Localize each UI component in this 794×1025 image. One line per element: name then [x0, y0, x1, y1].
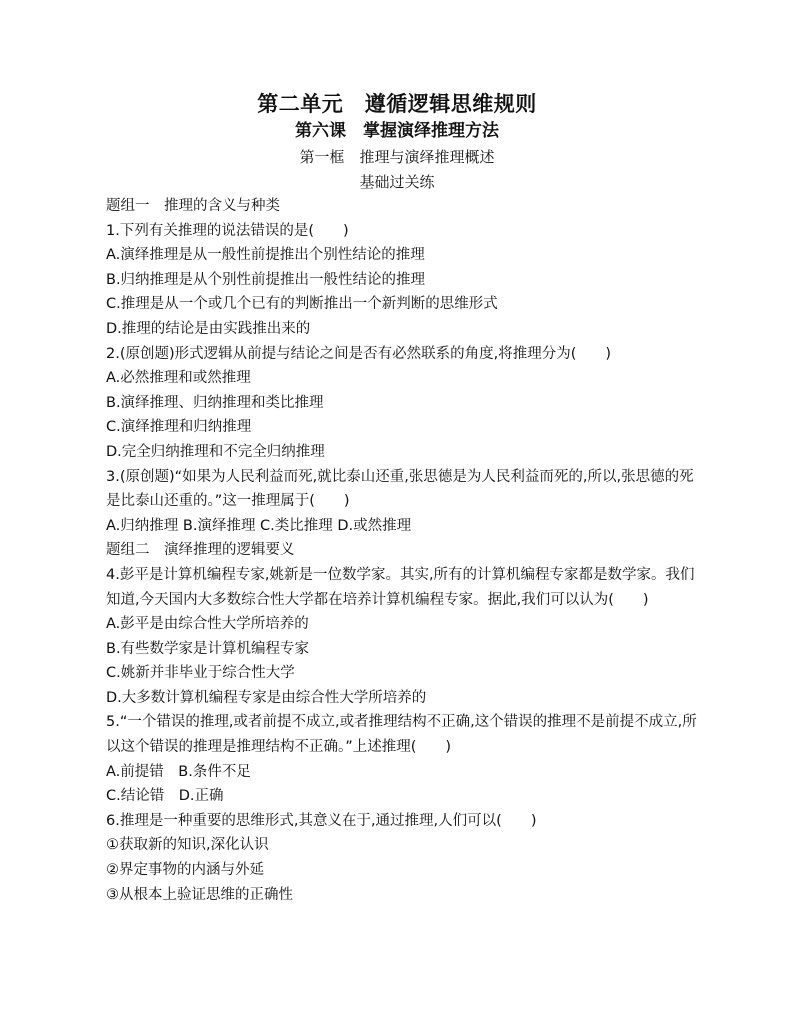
answer-option: A.必然推理和或然推理: [106, 370, 251, 387]
answer-option: A.演绎推理是从一般性前提推出个别性结论的推理: [106, 247, 425, 264]
group-heading: 题组二 演绎推理的逻辑要义: [106, 542, 295, 559]
answer-option: ①获取新的知识,深化认识: [106, 837, 269, 854]
question-stem: 4.彭平是计算机编程专家,姚新是一位数学家。其实,所有的计算机编程专家都是数学家。我们知道,今天国内大多数综合性大学都在培养计算机编程专家。据此,我们可以认为( ): [106, 566, 695, 608]
answer-option: C.姚新并非毕业于综合性大学: [106, 665, 295, 682]
lesson-title: 第六课 掌握演绎推理方法: [295, 121, 499, 141]
group-heading: 题组一 推理的含义与种类: [106, 198, 280, 214]
question-body: [106, 194, 698, 907]
answer-option: ②界定事物的内涵与外延: [106, 862, 264, 879]
question-stem: 6.推理是一种重要的思维形式,其意义在于,通过推理,人们可以( ): [106, 812, 537, 829]
answer-option: C.演绎推理和归纳推理: [106, 419, 252, 436]
answer-option: D.完全归纳推理和不完全归纳推理: [106, 443, 325, 460]
question-stem: 3.(原创题)“如果为人民利益而死,就比泰山还重,张思德是为人民利益而死的,所以,张思德的死是比泰山还重的。”这一推理属于( ): [106, 468, 694, 510]
answer-option: D.推理的结论是由实践推出来的: [106, 320, 311, 337]
answer-option: C.推理是从一个或几个已有的判断推出一个新判断的思维形式: [106, 296, 498, 313]
answer-option: B.归纳推理是从个别性前提推出一般性结论的推理: [106, 271, 426, 288]
unit-title: 第二单元 遵循逻辑思维规则: [257, 92, 537, 116]
section-title: 基础过关练: [359, 173, 435, 191]
answer-option: A.前提错 B.条件不足: [106, 763, 251, 780]
question-stem: 5.“一个错误的推理,或者前提不成立,或者推理结构不正确,这个错误的推理不是前提不成立,所以这个错误的推理是推理结构不正确。”上述推理( ): [106, 714, 697, 756]
answer-option: A.归纳推理 B.演绎推理 C.类比推理 D.或然推理: [106, 517, 412, 534]
frame-title: 第一框 推理与演绎推理概述: [299, 148, 495, 166]
answer-option: ③从根本上验证思维的正确性: [106, 886, 293, 903]
question-stem: 2.(原创题)形式逻辑从前提与结论之间是否有必然联系的角度,将推理分为( ): [106, 345, 612, 362]
question-stem: 1.下列有关推理的说法错误的是( ): [106, 222, 349, 239]
answer-option: C.结论错 D.正确: [106, 788, 224, 805]
answer-option: D.大多数计算机编程专家是由综合性大学所培养的: [106, 689, 427, 706]
answer-option: A.彭平是由综合性大学所培养的: [106, 616, 309, 633]
answer-option: B.演绎推理、归纳推理和类比推理: [106, 394, 324, 411]
answer-option: B.有些数学家是计算机编程专家: [106, 640, 310, 657]
